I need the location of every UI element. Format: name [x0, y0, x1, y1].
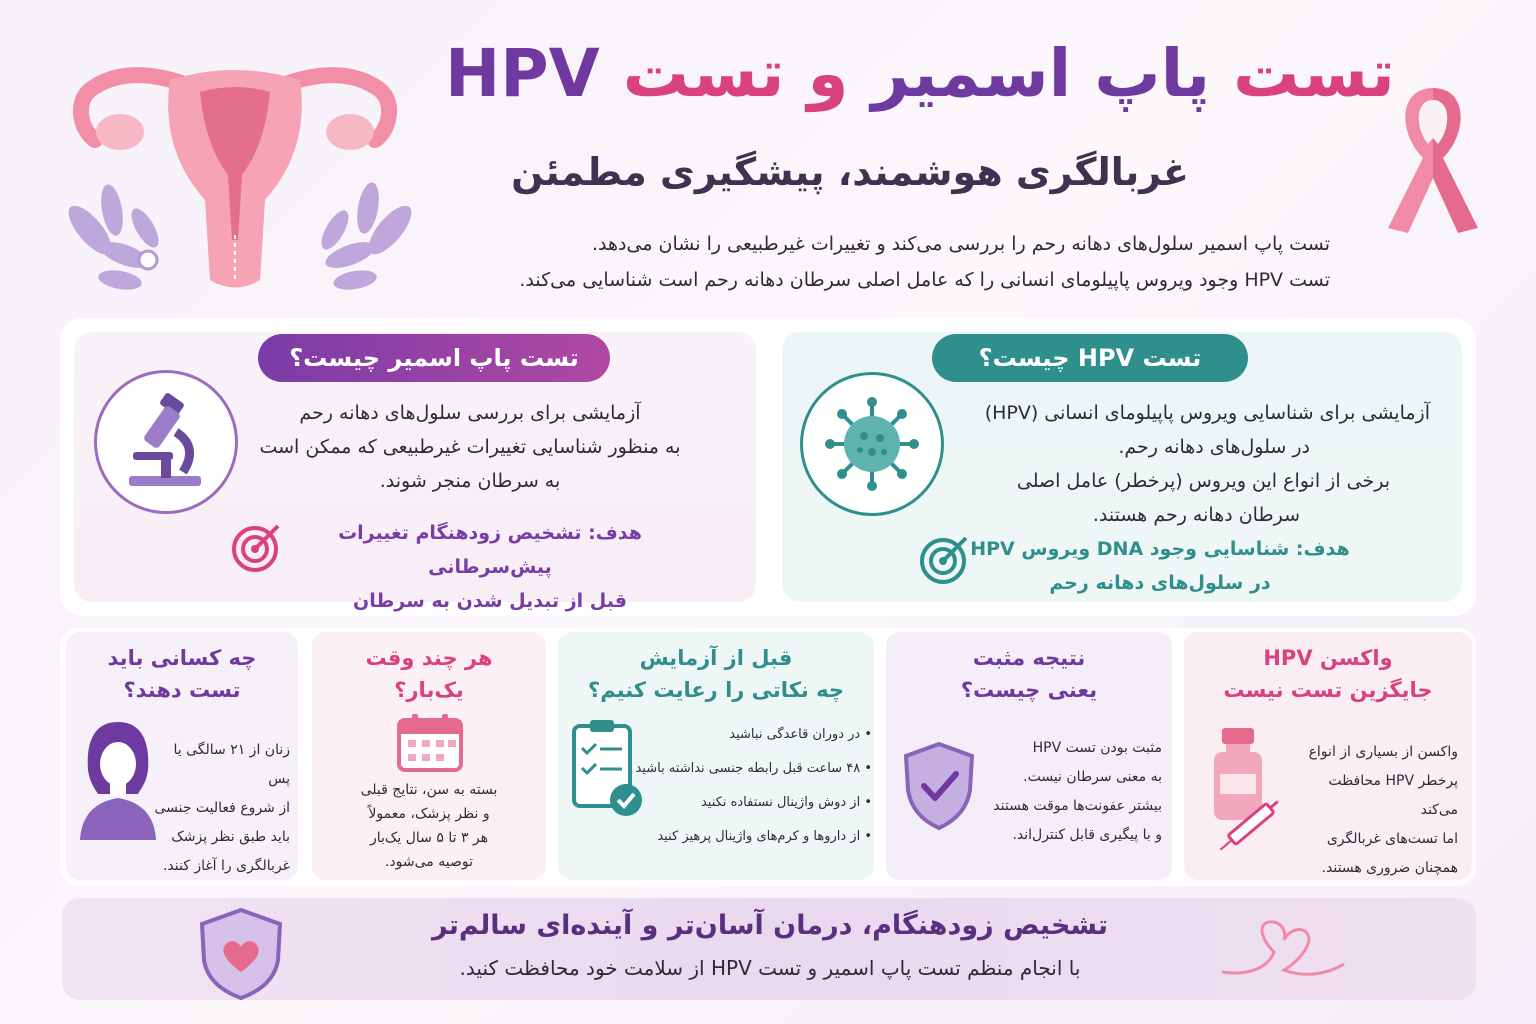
hpv-desc-line: در سلول‌های دهانه رحم. — [1118, 436, 1310, 458]
title-part-and-test: و تست — [599, 35, 849, 112]
hpv-goal — [960, 532, 1360, 600]
shield-check-icon — [900, 740, 978, 832]
before-list-item: • در دوران قاعدگی نباشید — [729, 727, 872, 742]
who-body-line: زنان از ۲۱ سالگی یا پس — [173, 742, 290, 787]
who-title-line: چه کسانی باید — [107, 646, 257, 670]
footer-title: تشخیص زودهنگام، درمان آسان‌تر و آینده‌ای سالم‌تر — [431, 910, 1109, 941]
page-title — [420, 35, 1420, 112]
who-body-line: باید طبق نظر پزشک — [171, 829, 290, 845]
who-title-line: تست دهند؟ — [123, 678, 241, 702]
vaccine-body-line: واکسن از بسیاری از انواع — [1308, 744, 1458, 760]
who-card-body — [150, 736, 290, 881]
woman-avatar-icon — [76, 718, 160, 842]
vaccine-title-line: جایگزین تست نیست — [1223, 678, 1433, 702]
before-item-text: در دوران قاعدگی نباشید — [729, 727, 861, 742]
positive-body-line: بیشتر عفونت‌ها موقت هستند — [993, 798, 1162, 814]
pap-goal-line: هدف: تشخیص زودهنگام تغییرات پیش‌سرطانی — [338, 522, 642, 578]
before-title-line: قبل از آزمایش — [639, 646, 793, 670]
hpv-desc-line: برخی از انواع این ویروس (پرخطر) عامل اصلی — [1016, 470, 1390, 492]
vaccine-body-line: اما تست‌های غربالگری — [1326, 831, 1458, 847]
pap-goal-line: قبل از تبدیل شدن به سرطان — [353, 590, 627, 612]
hpv-goal-line: در سلول‌های دهانه رحم — [1049, 572, 1271, 594]
vaccine-card-body — [1290, 738, 1458, 883]
before-list-item: • ۴۸ ساعت قبل رابطه جنسی نداشته باشید — [635, 761, 872, 776]
who-card-title — [72, 642, 292, 706]
target-icon — [230, 520, 284, 574]
shield-heart-icon — [196, 906, 286, 1002]
intro-line-1: تست پاپ اسمیر سلول‌های دهانه رحم را بررسی می‌کند و تغییرات غیرطبیعی را نشان می‌دهد. — [592, 233, 1330, 255]
before-title-line: چه نکاتی را رعایت کنیم؟ — [588, 678, 844, 702]
title-part-test: تست — [1210, 35, 1395, 112]
footer-subtitle: با انجام منظم تست پاپ اسمیر و تست HPV از سلامت خود محافظت کنید. — [459, 956, 1081, 980]
before-list-item: • از داروها و کرم‌های واژینال پرهیز کنید — [657, 829, 872, 844]
before-card-title — [564, 642, 868, 706]
positive-title-line: نتیجه مثبت — [972, 646, 1086, 670]
uterus-illustration — [50, 40, 420, 300]
before-list-item: • از دوش واژینال نستفاده نکنید — [700, 795, 872, 810]
pap-card-title: تست پاپ اسمیر چیست؟ — [258, 334, 610, 382]
frequency-body-line: توصیه می‌شود. — [384, 854, 473, 870]
pap-description — [250, 396, 690, 498]
positive-title-line: یعنی چیست؟ — [960, 678, 1098, 702]
vaccine-title-line: واکسن HPV — [1263, 646, 1393, 670]
frequency-card-body — [324, 778, 534, 874]
before-item-text: ۴۸ ساعت قبل رابطه جنسی نداشته باشید — [635, 761, 861, 776]
pap-desc-line: به سرطان منجر شوند. — [379, 470, 561, 492]
frequency-card-title — [318, 642, 540, 706]
frequency-body-line: هر ۳ تا ۵ سال یک‌بار — [369, 830, 489, 846]
before-item-text: از دوش واژینال نستفاده نکنید — [700, 795, 861, 810]
virus-icon — [800, 372, 944, 516]
hpv-description — [950, 396, 1430, 532]
frequency-body-line: بسته به سن، نتایج قبلی — [360, 782, 498, 798]
positive-card-body — [976, 734, 1162, 850]
pap-goal — [290, 516, 690, 618]
page-subtitle: غربالگری هوشمند، پیشگیری مطمئن — [511, 150, 1189, 194]
pap-desc-line: آزمایشی برای بررسی سلول‌های دهانه رحم — [299, 402, 641, 424]
positive-body-line: به معنی سرطان نیست. — [1023, 769, 1162, 785]
hpv-goal-line: هدف: شناسایی وجود DNA ویروس HPV — [970, 538, 1350, 560]
hpv-desc-line: آزمایشی برای شناسایی ویروس پاپیلومای انسانی (HPV) — [984, 402, 1430, 424]
positive-card-title — [892, 642, 1166, 706]
vaccine-body-line: پرخطر HPV محافظت می‌کند — [1328, 773, 1458, 818]
vaccine-body-line: همچنان ضروری هستند. — [1321, 860, 1458, 876]
title-part-hpv: HPV — [445, 35, 600, 112]
heart-line-icon — [1218, 912, 1348, 992]
positive-body-line: مثبت بودن تست HPV — [1032, 740, 1162, 756]
positive-body-line: و با پیگیری قابل کنترل‌اند. — [1012, 827, 1162, 843]
frequency-title-line: یک‌بار؟ — [394, 678, 464, 702]
hpv-card-title: تست HPV چیست؟ — [932, 334, 1248, 382]
intro-line-2: تست HPV وجود ویروس پاپیلومای انسانی را که عامل اصلی سرطان دهانه رحم است شناسایی می‌کند. — [519, 269, 1330, 291]
who-body-line: غربالگری را آغاز کنند. — [162, 858, 290, 874]
who-body-line: از شروع فعالیت جنسی — [154, 800, 290, 816]
microscope-icon — [94, 370, 238, 514]
intro-text — [400, 226, 1330, 298]
calendar-icon — [396, 712, 464, 774]
before-card-list — [620, 718, 872, 854]
vaccine-card-title — [1190, 642, 1466, 706]
frequency-body-line: و نظر پزشک، معمولاً — [368, 806, 490, 822]
pap-desc-line: به منظور شناسایی تغییرات غیرطبیعی که ممکن است — [259, 436, 681, 458]
title-part-pap: پاپ اسمیر — [848, 35, 1211, 112]
hpv-desc-line: سرطان دهانه رحم هستند. — [1092, 504, 1300, 526]
frequency-title-line: هر چند وقت — [365, 646, 493, 670]
vaccine-vial-icon — [1206, 724, 1286, 854]
before-item-text: از داروها و کرم‌های واژینال پرهیز کنید — [657, 829, 861, 844]
